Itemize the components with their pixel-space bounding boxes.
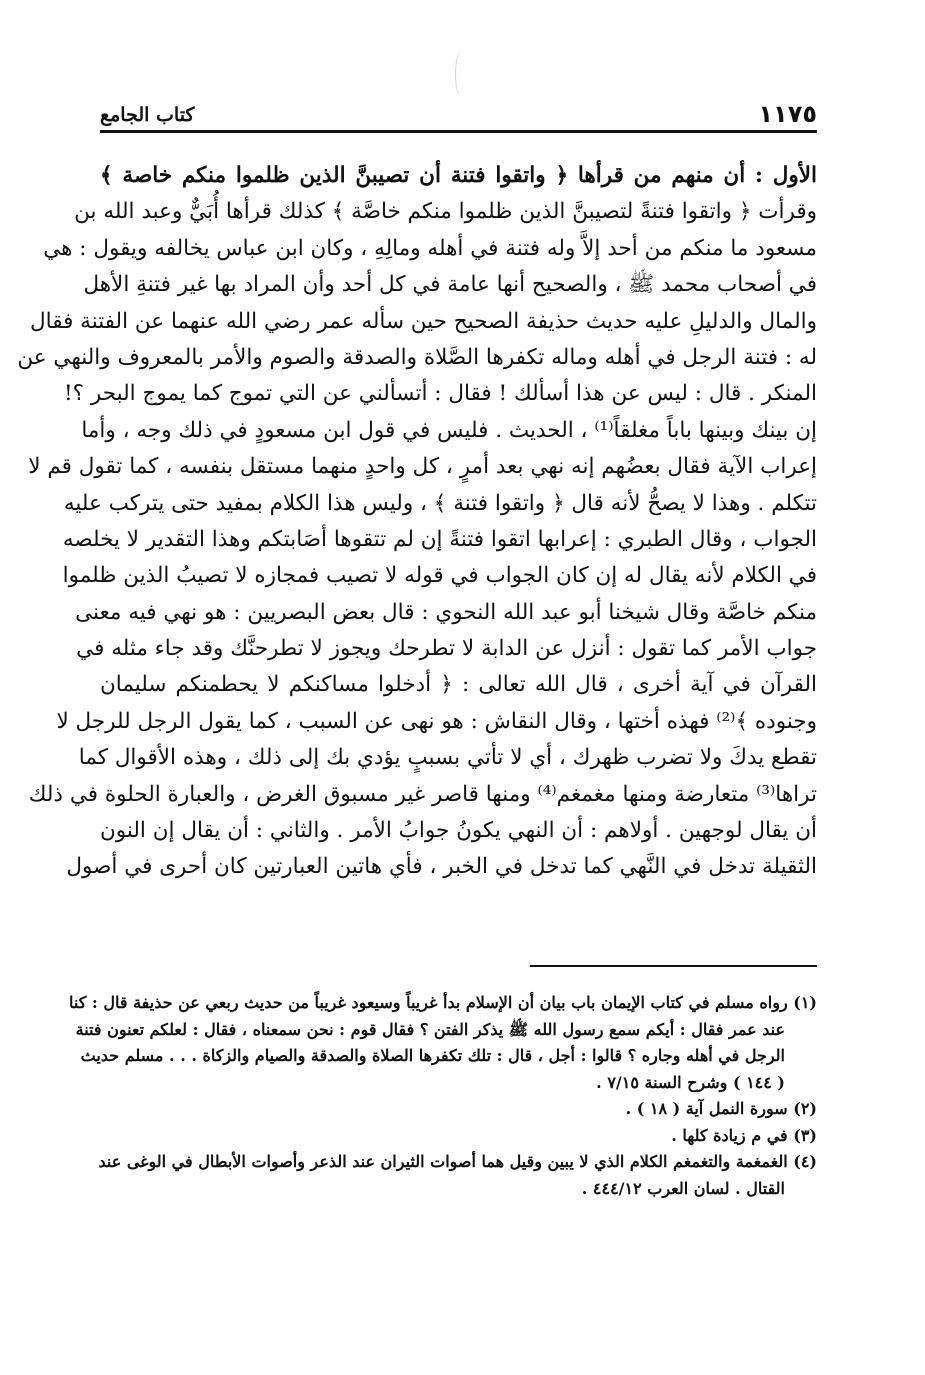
text-line: تتكلم . وهذا لا يصحُّ لأنه قال ﴿ واتقوا فتنة ﴾ ، وليس هذا الكلام بمفيد حتى يترکب عليه [63,490,817,516]
text-line: إعراب الآية فقال بعضُهم إنه نهي بعد أمرٍ ، كل واحدٍ منهما مستقل بنفسه ، كما تقول قم لا [28,454,817,480]
footnote-line: عند عمر فقال : أيكم سمع رسول الله ﷺ يذكر الفتن ؟ فقال قوم : نحن سمعناه ، فقال : لعلكم تعنون فتنة [75,1019,785,1039]
main-text [17,158,817,886]
text-line: أن يقال لوجهين . أولاهم : أن النهي يكونُ جوابُ الأمر . والثاني : أن يقال إن النون [99,818,817,844]
text-line: الجواب ، وقال الطبري : إعرابها اتقوا فتنةً إن لم تتقوها أصَابتكم وهذا التقدير لا يخلصه [62,526,817,552]
text-line: المنكر . قال : ليس عن هذا أسألك ! فقال : أتسألني عن التي تموج كما يموج البحر ؟! [64,381,817,407]
footnote-line: (٢) سورة النمل آية ( ١٨ ) . [625,1099,817,1118]
text-line: وجنوده ﴾⁽²⁾ فهذه أختها ، وقال النقاش : هو نهى عن السبب ، كما يقول الرجل للرجل لا [56,708,817,734]
text-line: منكم خاصَّة وقال شيخنا أبو عبد الله النحوي : قال بعض البصريين : هو نهي فيه معنى [75,599,817,625]
text-line: في أصحاب محمد ﷺ ، والصحيح أنها عامة في كل أحد وأن المراد بها غير فتنةِ الأهل [83,272,817,298]
scan-artifact [455,52,466,96]
book-title: كتاب الجامع [100,104,195,126]
footnotes [69,990,817,1202]
page-header [100,100,817,130]
footnote-line: (٣) في م زيادة كلها . [671,1125,817,1145]
text-line: وقرأت ﴿ واتقوا فتنةً لتصيبنَّ الذين ظلموا منكم خاصَّة ﴾ كذلك قرأها أُبَيٌّ وعبد الله بن [74,199,817,225]
text-line: في الكلام لأنه يقال له إن كان الجواب في قوله لا تصيب فمجازه لا تصيبُ الذين ظلموا [62,563,817,589]
footnote-line: (٤) الغمغمة والتغمغم الكلام الذي لا يبين وقيل هما أصوات الثيران عند الذعر وأصوات الأبطال في الوغى عند [98,1152,817,1171]
text-line: جواب الأمر كما تقول : أنزل عن الدابة لا تطرحك ويجوز لا تطرحنَّك وقد جاء مثله في [76,636,817,662]
text-line: تراها⁽³⁾ متعارضة ومنها مغمغم⁽⁴⁾ ومنها قاصر غير مسبوق الغرض ، والعبارة الحلوة في ذلك [28,781,817,807]
footnote-line: ( ١٤٤ ) وشرح السنة ٧/١٥ . [596,1072,785,1092]
footnote-separator [530,965,817,967]
text-line: مسعود ما منكم من أحد إلاَّ وله فتنة في أهله ومالِهِ ، وكان ابن عباس يخالفه ويقول : هي [43,235,817,261]
footnote-line: القتال . لسان العرب ٤٤٤/١٢ . [581,1178,785,1198]
footnote-line: الرجل في أهله وجاره ؟ قالوا : أجل ، قال : تلك تكفرها الصلاة والصدقة والصيام والزكاة . . . مسلم حديث [80,1046,785,1065]
header-rule [100,130,817,133]
text-line: والمال والدليلِ عليه حديث حذيفة الصحيح حين سأله عمر رضي الله عنهما عن الفتنة فقال [30,308,817,334]
text-line: القرآن في آية أخرى ، قال الله تعالى : ﴿ أدخلوا مساكنكم لا يحطمنكم سليمان [100,672,817,698]
text-line: له : فتنة الرجل في أهله وماله تكفرها الصَّلاة والصدقة والصوم والأمر بالمعروف والنهي عن [17,344,817,370]
text-line: إن بينك وبينها باباً مغلقاً⁽¹⁾ ، الحديث . فليس في قول ابن مسعودٍ في ذلك وجه ، وأما [81,417,817,443]
page-number: ١١٧٥ [758,100,817,128]
text-line: الأول : أن منهم من قرأها ﴿ واتقوا فتنة أن تصيبنَّ الذين ظلموا منكم خاصة ﴾ [100,163,817,188]
text-line: الثقيلة تدخل في النَّهي كما تدخل في الخبر ، فأي هاتين العبارتين كان أحرى في أصول [66,854,817,880]
footnote-line: (١) رواه مسلم في كتاب الإيمان باب بيان أن الإسلام بدأ غريباً وسيعود غريباً من حديث ربعي عن حذيفة قال : كنا [69,993,817,1012]
text-line: تقطع يدكَ ولا تضرب ظهرك ، أي لا تأتي بسببٍ يؤدي بك إلى ذلك ، وهذه الأقوال كما [78,745,817,771]
